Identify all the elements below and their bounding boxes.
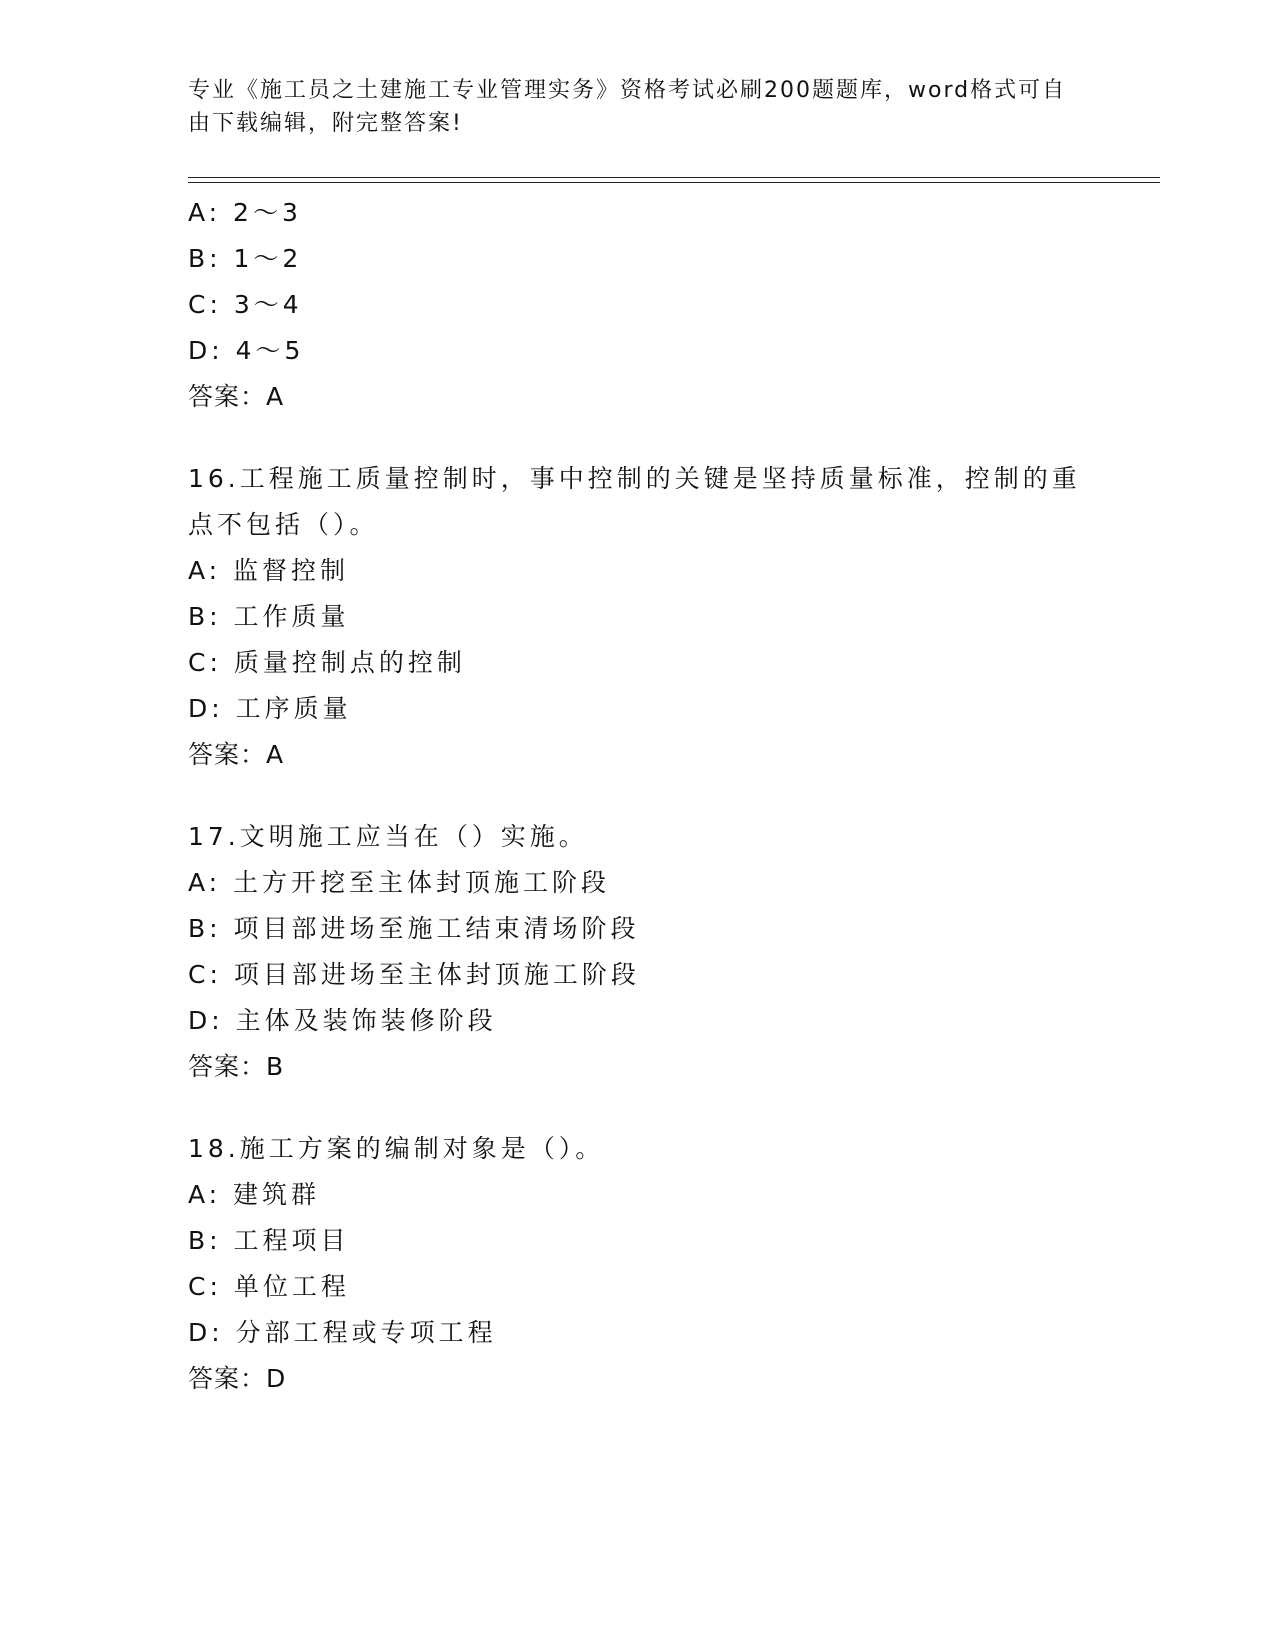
answer-line: 答案：B <box>188 1052 285 1081</box>
option-d: D: 主体及装饰装修阶段 <box>188 1006 497 1035</box>
option-c: C: 单位工程 <box>188 1272 350 1301</box>
option-a: A: 2～3 <box>188 198 302 227</box>
question-list <box>188 190 1088 1402</box>
option-b: B: 工作质量 <box>188 602 350 631</box>
question-block-18 <box>188 1126 1088 1402</box>
question-block-17 <box>188 814 1088 1090</box>
option-c: C: 质量控制点的控制 <box>188 648 466 677</box>
answer-line: 答案：D <box>188 1364 287 1393</box>
answer-line: 答案：A <box>188 382 285 411</box>
option-d: D: 分部工程或专项工程 <box>188 1318 497 1347</box>
answer-line: 答案：A <box>188 740 285 769</box>
header-divider-bottom <box>188 182 1160 183</box>
option-d: D: 工序质量 <box>188 694 352 723</box>
question-block-15 <box>188 190 1088 420</box>
option-a: A: 监督控制 <box>188 556 350 585</box>
question-text: 18.施工方案的编制对象是（）。 <box>188 1134 605 1163</box>
option-c: C: 项目部进场至主体封顶施工阶段 <box>188 960 640 989</box>
document-header-title: 专业《施工员之土建施工专业管理实务》资格考试必刷200题题库，word格式可自由下载编辑，附完整答案! <box>188 78 1067 136</box>
header-divider-top <box>188 177 1160 178</box>
question-block-16 <box>188 456 1088 778</box>
option-b: B: 工程项目 <box>188 1226 350 1255</box>
option-d: D: 4～5 <box>188 336 305 365</box>
option-c: C: 3～4 <box>188 290 303 319</box>
option-b: B: 1～2 <box>188 244 303 273</box>
question-text: 16.工程施工质量控制时，事中控制的关键是坚持质量标准，控制的重点不包括（）。 <box>188 464 1081 539</box>
option-a: A: 土方开挖至主体封顶施工阶段 <box>188 868 611 897</box>
question-text: 17.文明施工应当在（）实施。 <box>188 822 588 851</box>
option-b: B: 项目部进场至施工结束清场阶段 <box>188 914 640 943</box>
option-a: A: 建筑群 <box>188 1180 321 1209</box>
